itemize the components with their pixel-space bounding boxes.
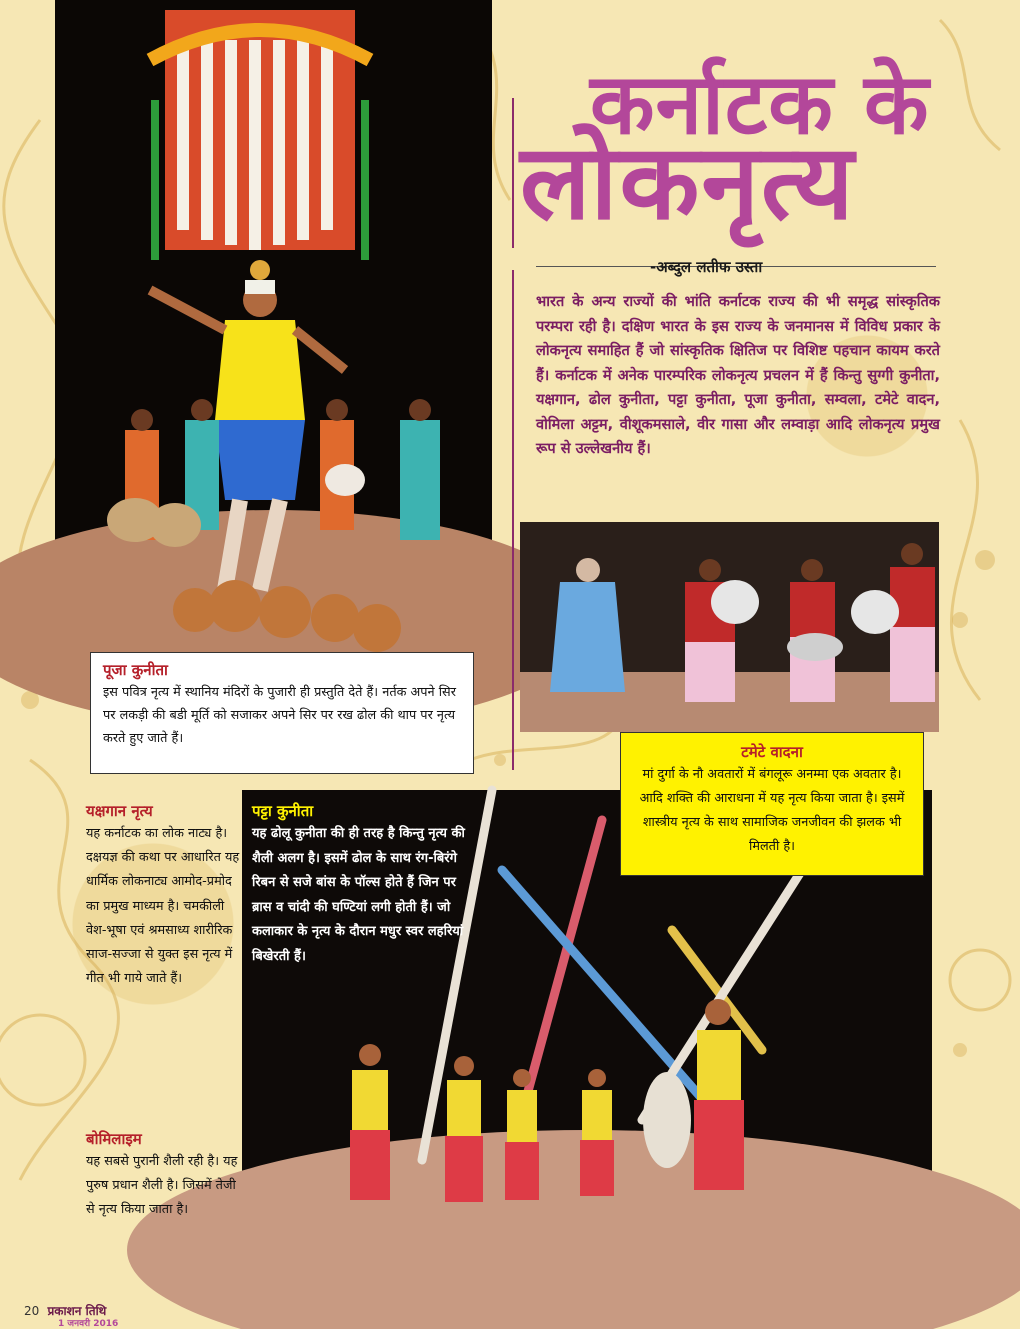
caption-tamete-title: टमेटे वादना: [741, 743, 803, 761]
intro-vertical-rule: [512, 270, 514, 770]
author-name: -अब्दुल लतीफ उस्ता: [650, 258, 763, 276]
caption-paata-kunita: [252, 800, 467, 969]
intro-paragraph: भारत के अन्य राज्यों की भांति कर्नाटक राज्य की भी समृद्ध सांस्कृतिक परम्परा रही है। दक्षिण भारत के इस राज्य के जनमानस में विविध प्रकार के लोकनृत्य समाहित हैं जो सांस्कृतिक क्षितिज पर विशिष्ट पहचान कायम करते हैं। कर्नाटक में अनेक पारम्परिक लोकनृत्य प्रचलन में हैं किन्तु सुग्गी कुनीता, यक्षगान, ढोल कुनीता, पट्टा कुनीता, पूजा कुनीता, सम्वला, टमेटे वादन, वोमिला अट्टम, वीशूकमसाले, वीर गासा और लम्वाड़ा आदि लोकनृत्य प्रमुख रूप से उल्लेखनीय हैं।: [536, 293, 940, 457]
title-vertical-rule: [512, 98, 514, 248]
photo-tamete-vadana: [520, 522, 939, 732]
bomilaim-title: बोमिलाइम: [86, 1130, 142, 1148]
yakshagana-body: यह कर्नाटक का लोक नाट्य है। दक्षयज्ञ की कथा पर आधारित यह धार्मिक लोकनाट्य आमोद-प्रमोद का प्रमुख माध्यम है। चमकीली वेश-भूषा एवं श्रमसाध्य शारीरिक साज-सज्जा से युक्त इस नृत्य में गीत भी गाये जाते हैं।: [86, 826, 240, 987]
page-footer: [24, 1302, 119, 1329]
caption-puja-body: इस पवित्र नृत्य में स्थानिय मंदिरों के पुजारी ही प्रस्तुति देते हैं। नर्तक अपने सिर पर लकड़ी की बडी मूर्ति को सजाकर अपने सिर पर रख ढोल की थाप पर नृत्य करते हुए जाते हैं।: [103, 685, 456, 746]
caption-puja-kunita: [90, 652, 474, 774]
caption-tamete-body: मां दुर्गा के नौ अवतारों में बंगलूरू अनम्मा एक अवतार है। आदि शक्ति की आराधना में यह नृत्य किया जाता है। इसमें शास्त्रीय नृत्य के साथ सामाजिक जनजीवन की झलक भी मिलती है।: [639, 767, 905, 854]
section-yakshagana: [86, 800, 244, 991]
caption-paata-title: पट्टा कुनीता: [252, 802, 314, 820]
footer-date: 1 जनवरी 2016: [58, 1319, 119, 1329]
caption-paata-body: यह ढोलू कुनीता की ही तरह है किन्तु नृत्य की शैली अलग है। इसमें ढोल के साथ रंग-बिरंगे रिबन से सजे बांस के पॉल्स होते हैं जिन पर ब्रास व चांदी की घण्टियां लगी होती हैं। जो कलाकार के नृत्य के दौरान मधुर स्वर लहरियां बिखेरती हैं।: [252, 826, 465, 964]
caption-tamete-vadana: [620, 732, 924, 876]
bomilaim-body: यह सबसे पुरानी शैली रही है। यह पुरुष प्रधान शैली है। जिसमें तेजी से नृत्य किया जाता है।: [86, 1154, 238, 1218]
yakshagana-title: यक्षगान नृत्य: [86, 802, 153, 820]
photo-puja-kunita: [55, 0, 492, 652]
page-number: 20: [24, 1304, 40, 1318]
caption-puja-title: पूजा कुनीता: [103, 661, 168, 679]
page-title-line2: लोकनृत्य: [520, 121, 856, 243]
footer-publication: प्रकाशन तिथि: [47, 1304, 107, 1318]
section-bomilaim: [86, 1128, 244, 1223]
page-title-line1: कर्नाटक के: [590, 55, 930, 153]
